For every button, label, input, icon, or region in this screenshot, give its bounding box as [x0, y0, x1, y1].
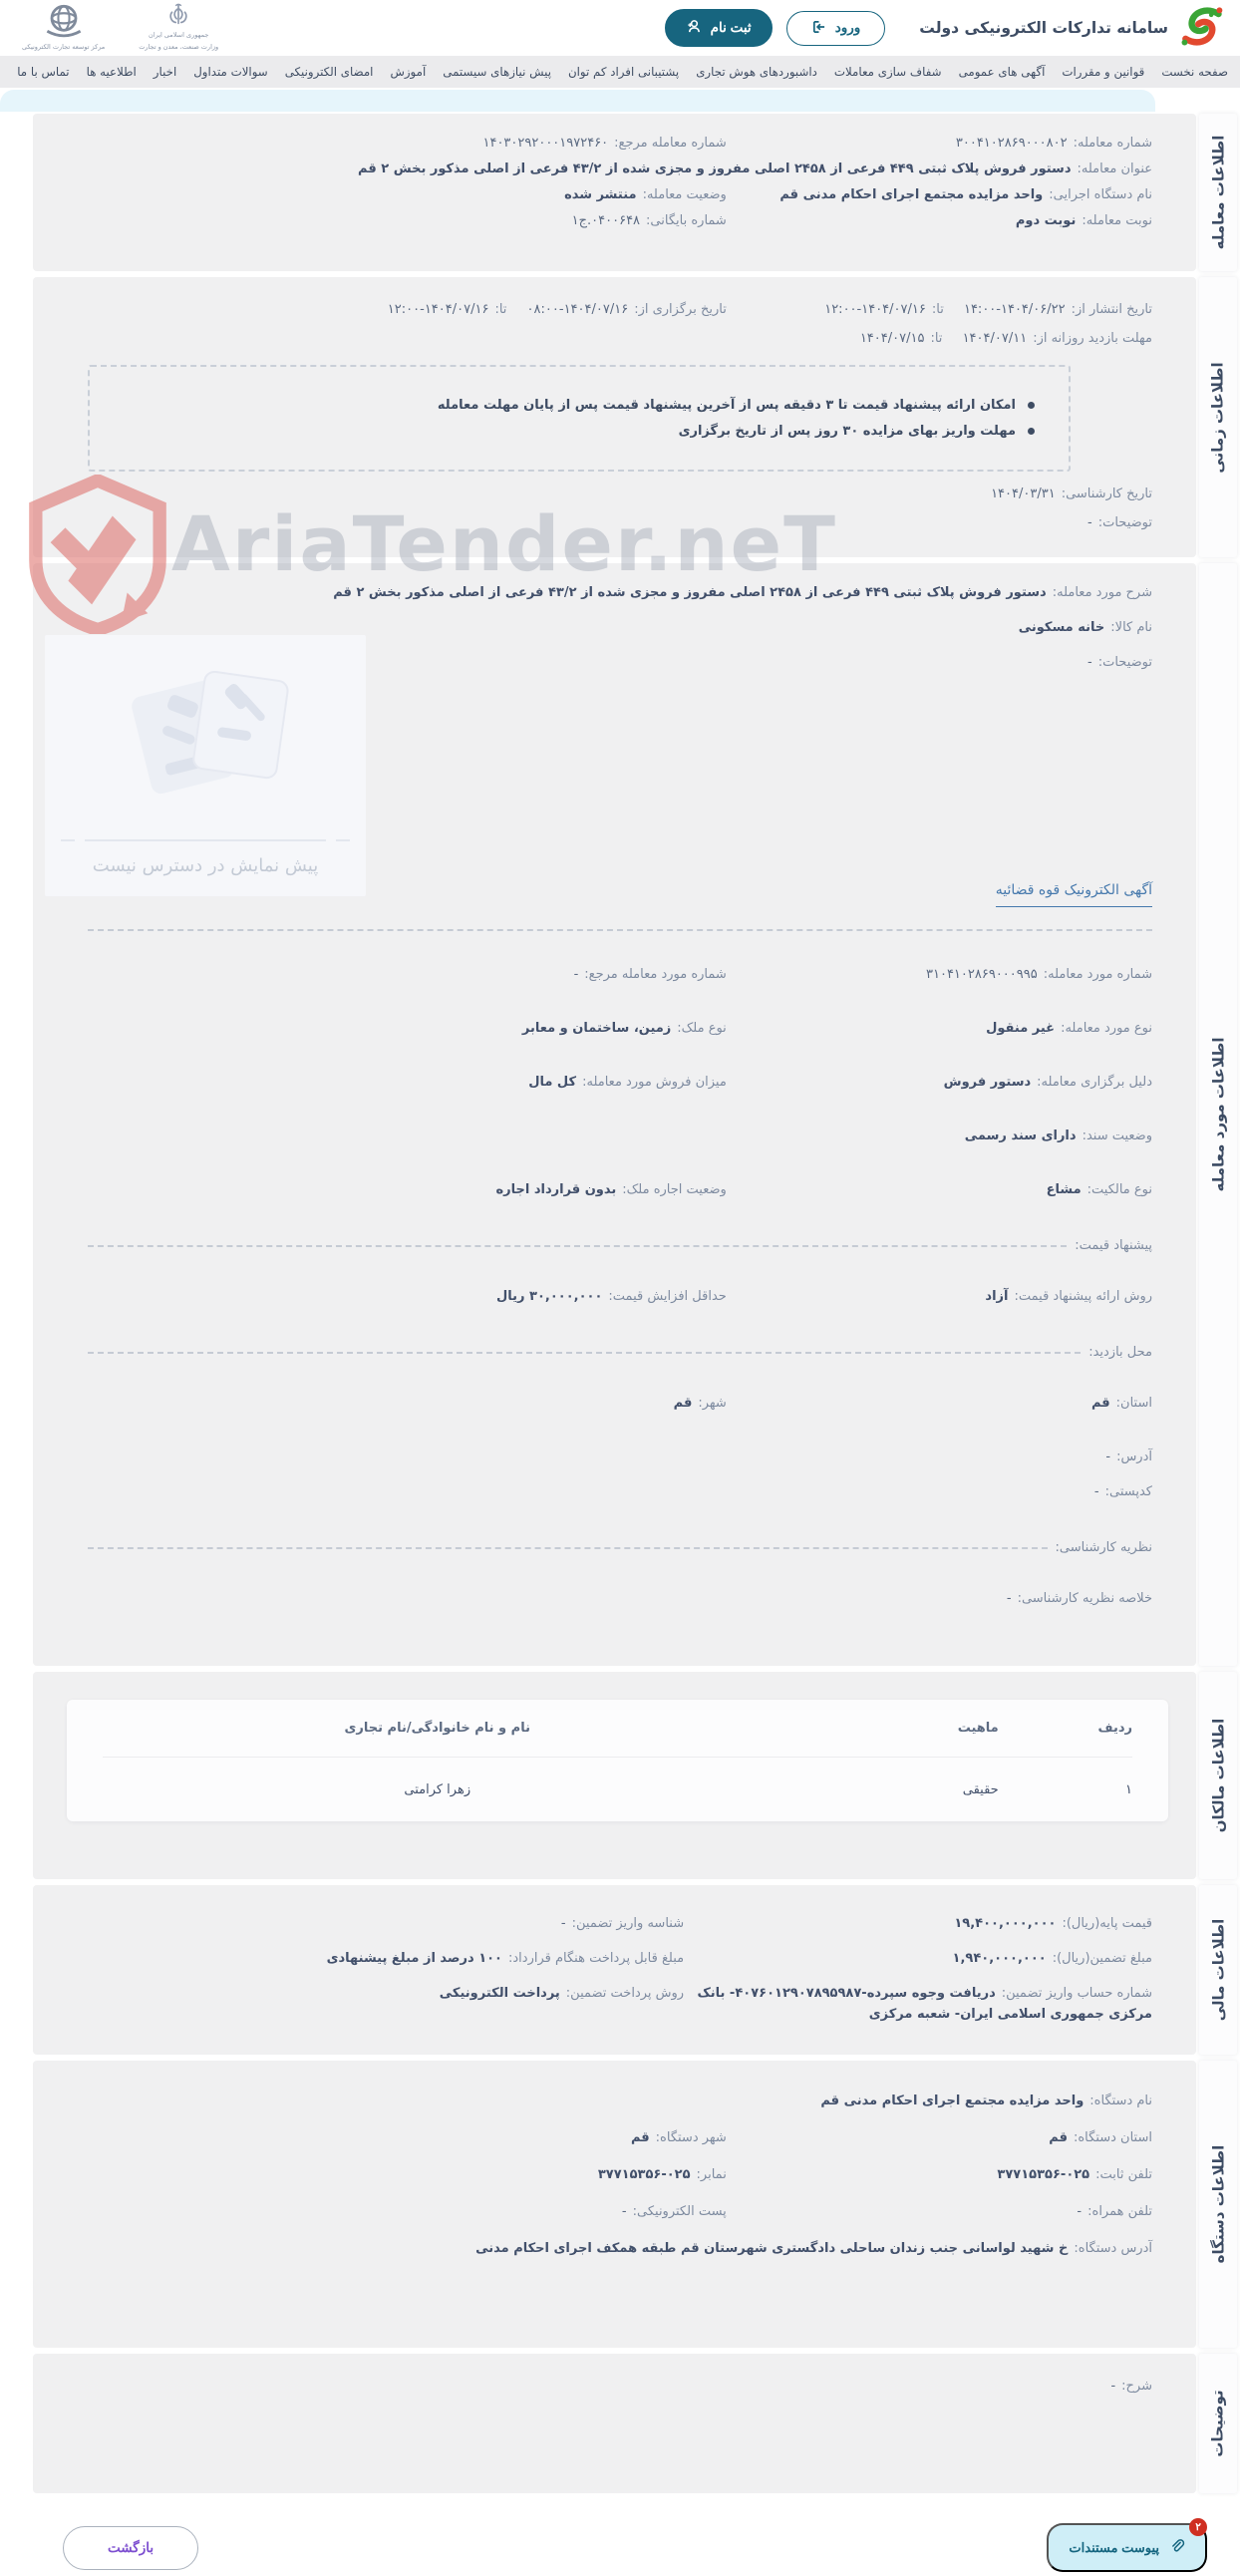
item-notes-value: - — [1087, 655, 1092, 670]
min-increase-value: ۳۰,۰۰۰,۰۰۰ ریال — [495, 1289, 603, 1304]
price-method-field — [727, 1286, 1152, 1307]
item-number-label: شماره مورد معامله: — [1043, 967, 1152, 982]
section-timing-info — [33, 277, 1237, 557]
guarantee-account-field — [684, 1983, 1152, 2025]
reason-value: دستور فروش — [943, 1075, 1032, 1090]
col-entity-type: ماهیت — [957, 1721, 999, 1736]
expert-date-field — [88, 483, 1152, 504]
payable-amount-field — [88, 1948, 684, 1969]
address-label: آدرس: — [1116, 1449, 1152, 1464]
financial-card — [33, 1885, 1196, 2055]
iran-emblem-icon — [165, 3, 191, 29]
portion-label: میزان فروش مورد معامله: — [582, 1075, 727, 1090]
price-proposal-heading — [88, 1238, 1152, 1253]
org-email-label: پست الکترونیکی: — [632, 2204, 727, 2219]
rent-status-field — [88, 1179, 727, 1200]
deal-subject-value: دستور فروش پلاک ثبتی ۴۴۹ فرعی از ۲۴۵۸ اصلی مفروز و مجزی شده از ۴۳/۲ فرعی از اصلی مذکور بخش ۲ قم — [358, 161, 1072, 176]
rent-status-label: وضعیت اجاره ملک: — [622, 1182, 727, 1197]
publish-dates-field — [727, 299, 1152, 320]
section-title-text: اطلاعات مالی — [1209, 1918, 1227, 2022]
nav-item[interactable]: تماس با ما — [17, 65, 70, 79]
org-phone-field — [727, 2164, 1152, 2185]
deal-number-value: ۳۰۰۴۱۰۲۸۶۹۰۰۰۸۰۲ — [955, 136, 1068, 151]
preview-unavailable-text: پیش نمایش در دسترس نیست — [92, 855, 319, 876]
min-increase-field — [88, 1286, 727, 1307]
org-city-field — [88, 2127, 727, 2148]
owner-entity-type: حقیقی — [962, 1781, 999, 1797]
held-from-label: تاریخ برگزاری از: — [634, 302, 727, 317]
owner-row-number: ۱ — [1125, 1781, 1132, 1797]
item-number-field — [727, 964, 1152, 985]
item-ref-field — [88, 964, 727, 985]
timing-desc-field — [88, 512, 1152, 533]
section-deal-title — [1199, 114, 1237, 271]
item-card — [33, 563, 1196, 1666]
org-name-value: واحد مزایده مجتمع اجرای احکام مدنی قم — [820, 2093, 1085, 2108]
address-value: - — [1105, 1449, 1111, 1464]
bullet-icon — [1028, 402, 1035, 409]
deal-archive-field — [88, 210, 727, 231]
paperclip-icon — [1169, 2538, 1185, 2557]
price-method-value: آزاد — [985, 1289, 1009, 1304]
payable-amount-label: مبلغ قابل پرداخت هنگام قرارداد: — [508, 1951, 685, 1966]
deal-subject-label: عنوان معامله: — [1077, 161, 1152, 176]
estate-type-field — [88, 1018, 727, 1039]
guarantee-amount-label: مبلغ تضمین(ریال): — [1052, 1951, 1152, 1966]
org-city-value: قم — [630, 2130, 650, 2145]
guarantee-account-value: دریافت وجوه سپرده-۴۰۷۶۰۱۲۹۰۷۸۹۵۹۸۷- بانک مرکزی جمهوری اسلامی ایران- شعبه مرکزی — [697, 1986, 1152, 2022]
deed-status-label: وضعیت سند: — [1082, 1128, 1152, 1143]
base-price-label: قیمت پایه(ریال): — [1062, 1916, 1152, 1931]
deposit-id-field — [88, 1913, 684, 1934]
pay-method-label: روش پرداخت تضمین: — [565, 1986, 685, 2001]
item-goods-label: نام کالا: — [1110, 620, 1152, 635]
item-type-label: نوع مورد معامله: — [1061, 1021, 1152, 1036]
nav-item[interactable]: آموزش — [390, 65, 427, 79]
nav-item[interactable]: اطلاعیه ها — [86, 65, 137, 79]
footer-actions — [33, 2499, 1237, 2572]
section-item-info — [33, 563, 1237, 1666]
org-province-value: قم — [1049, 2130, 1068, 2145]
nav-item[interactable]: امضای الکترونیکی — [284, 65, 374, 79]
deal-archive-label: شماره بایگانی: — [646, 213, 727, 228]
auction-notice-box — [88, 365, 1071, 472]
deal-exec-field — [727, 184, 1152, 205]
organization-card — [33, 2061, 1196, 2348]
guarantee-account-label: شماره حساب واریز تضمین: — [1001, 1986, 1152, 2001]
visit-deadline-field — [88, 328, 1152, 349]
item-type-field — [727, 1018, 1152, 1039]
section-title-text: اطلاعات زمانی — [1208, 361, 1227, 474]
timing-desc-label: توضیحات: — [1097, 515, 1152, 530]
item-goods-value: خانه مسکونی — [1018, 620, 1105, 635]
deal-number-label: شماره معامله: — [1073, 136, 1152, 151]
owners-card — [33, 1672, 1196, 1879]
section-title-text: اطلاعات مالکان — [1208, 1718, 1227, 1833]
app-title: سامانه تدارکات الکترونیکی دولت — [919, 19, 1168, 37]
judiciary-notice-link[interactable]: آگهی الکترونیک قوه قضائیه — [996, 882, 1152, 907]
held-from-value: ۱۴۰۴/۰۷/۱۶-۰۸:۰۰ — [526, 302, 629, 317]
gov-caption-1: جمهوری اسلامی ایران — [149, 31, 209, 40]
org-fax-field — [88, 2164, 727, 2185]
col-owner-name: نام و نام خانوادگی/نام تجاری — [344, 1721, 530, 1736]
deal-round-value: نوبت دوم — [1015, 213, 1077, 228]
deal-archive-value: ۰۴۰۰۶۴۸.ج۱ — [571, 213, 641, 228]
setad-logo-icon — [1178, 5, 1224, 51]
remarks-desc-field — [88, 2376, 1152, 2397]
section-organization-info — [33, 2061, 1237, 2348]
to-label: تا: — [931, 302, 944, 317]
ecdc-logo — [22, 3, 105, 53]
item-notes-label: توضیحات: — [1097, 655, 1152, 670]
visit-location-heading — [88, 1345, 1152, 1360]
org-email-field — [88, 2201, 727, 2222]
section-financial-info — [33, 1885, 1237, 2055]
nav-item[interactable]: اخبار — [153, 65, 177, 79]
section-organization-title — [1199, 2061, 1237, 2348]
gavel-illustration-icon — [45, 635, 366, 839]
postal-code-field — [88, 1481, 1152, 1502]
deal-ref-label: شماره معامله مرجع: — [614, 136, 727, 151]
section-financial-title — [1199, 1885, 1237, 2055]
org-email-value: - — [621, 2204, 627, 2219]
ownership-type-field — [727, 1179, 1152, 1200]
nav-item[interactable]: آگهی های عمومی — [958, 65, 1046, 79]
org-city-label: شهر دستگاه: — [655, 2130, 727, 2145]
payable-amount-value: ۱۰۰ درصد از مبلغ پیشنهادی — [326, 1951, 502, 1966]
owners-table-header — [103, 1700, 1132, 1758]
owner-name: زهرا کرامتی — [404, 1781, 471, 1797]
bullet-icon — [1028, 428, 1035, 435]
section-owners-title — [1199, 1672, 1237, 1879]
auth-buttons — [665, 9, 886, 47]
page-content — [0, 112, 1240, 2572]
main-nav — [0, 56, 1240, 88]
dashed-separator — [88, 929, 1152, 931]
section-remarks — [33, 2354, 1237, 2493]
deed-status-field — [88, 1126, 1152, 1146]
org-fax-label: نمابر: — [696, 2167, 727, 2182]
notice-text: امکان ارائه پیشنهاد قیمت تا ۳ دقیقه پس از آخرین پیشنهاد قیمت پس از پایان مهلت معامله — [437, 398, 1016, 413]
section-title-text: اطلاعات دستگاه — [1209, 2144, 1227, 2264]
visit-from-value: ۱۴۰۴/۰۷/۱۱ — [962, 331, 1028, 346]
to-label: تا: — [494, 302, 507, 317]
expert-heading-text: نظریه کارشناسی: — [1055, 1540, 1152, 1555]
deed-status-value: دارای سند رسمی — [964, 1128, 1077, 1143]
org-phone-value: ۰۲۵-۳۷۷۱۵۳۵۶ — [997, 2167, 1090, 2182]
timing-desc-value: - — [1087, 515, 1092, 530]
visit-from-label: مهلت بازدید روزانه از: — [1033, 331, 1152, 346]
held-to-value: ۱۴۰۴/۰۷/۱۶-۱۲:۰۰ — [387, 302, 489, 317]
register-button[interactable] — [665, 9, 773, 47]
government-emblem-logo — [139, 3, 218, 53]
item-ref-label: شماره مورد معامله مرجع: — [584, 967, 727, 982]
province-field — [727, 1393, 1152, 1414]
postal-code-value: - — [1093, 1484, 1099, 1499]
watermark-text: AriaTender.neT — [171, 499, 837, 588]
back-button[interactable]: بازگشت — [63, 2526, 198, 2570]
org-address-value: خ شهید لواسانی جنب زندان ساحلی دادگستری شهرستان قم طبقه همکف اجرای احکام مدنی — [475, 2241, 1069, 2256]
guarantee-amount-value: ۱,۹۴۰,۰۰۰,۰۰۰ — [952, 1951, 1047, 1966]
col-row-number: ردیف — [1097, 1721, 1132, 1736]
item-type-value: غیر منقول — [986, 1021, 1056, 1036]
guarantee-amount-field — [684, 1948, 1152, 1969]
publish-from-label: تاریخ انتشار از: — [1071, 302, 1152, 317]
nav-item[interactable]: صفحه نخست — [1161, 65, 1228, 79]
timing-card — [33, 277, 1196, 557]
deal-ref-field — [88, 133, 727, 154]
held-dates-field — [88, 299, 727, 320]
to-label: تا: — [930, 331, 943, 346]
deal-number-field — [727, 133, 1152, 154]
remarks-desc-value: - — [1110, 2379, 1116, 2394]
section-title-text: توضیحات — [1208, 2390, 1227, 2457]
section-title-text: اطلاعات معامله — [1208, 135, 1227, 250]
deal-ref-value: ۱۴۰۳۰۲۹۲۰۰۰۱۹۷۲۴۶۰ — [482, 136, 609, 151]
province-value: قم — [1090, 1396, 1110, 1411]
login-label: ورود — [834, 20, 861, 35]
province-label: استان: — [1115, 1396, 1152, 1411]
expert-date-value: ۱۴۰۴/۰۳/۳۱ — [991, 486, 1056, 501]
pay-method-value: پرداخت الکترونیکی — [439, 1986, 560, 2001]
org-address-label: آدرس دستگاه: — [1074, 2241, 1152, 2256]
login-button[interactable] — [786, 11, 886, 46]
section-item-title — [1199, 563, 1237, 1666]
section-deal-info — [33, 114, 1237, 271]
base-price-field — [684, 1913, 1152, 1934]
login-arrow-icon — [811, 20, 826, 37]
visit-heading-text: محل بازدید: — [1088, 1345, 1152, 1360]
ownership-type-label: نوع مالکیت: — [1086, 1182, 1152, 1197]
deal-status-field — [88, 184, 727, 205]
org-phone-label: تلفن ثابت: — [1095, 2167, 1152, 2182]
city-label: شهر: — [698, 1396, 727, 1411]
deal-status-label: وضعیت معامله: — [642, 187, 727, 202]
expert-opinion-heading — [88, 1540, 1152, 1555]
ecdc-caption: مرکز توسعه تجارت الکترونیکی — [22, 43, 106, 52]
pay-method-field — [88, 1983, 684, 2025]
section-owners-info — [33, 1672, 1237, 1879]
visit-to-value: ۱۴۰۴/۰۷/۱۵ — [859, 331, 925, 346]
nav-item[interactable]: قوانین و مقررات — [1062, 65, 1145, 79]
partner-logos — [16, 3, 218, 53]
org-fax-value: ۰۲۵-۳۷۷۱۵۳۵۶ — [597, 2167, 691, 2182]
notice-item — [124, 398, 1035, 413]
publish-from-value: ۱۴۰۴/۰۶/۲۲-۱۴:۰۰ — [963, 302, 1066, 317]
ownership-type-value: مشاع — [1046, 1182, 1082, 1197]
postal-code-label: کدپستی: — [1104, 1484, 1152, 1499]
item-desc-field — [88, 582, 1152, 603]
item-number-value: ۳۱۰۴۱۰۲۸۶۹۰۰۰۹۹۵ — [926, 967, 1038, 982]
org-address-field — [88, 2238, 1152, 2259]
deal-round-field — [727, 210, 1152, 231]
publish-to-value: ۱۴۰۴/۰۷/۱۶-۱۲:۰۰ — [824, 302, 926, 317]
notice-item — [124, 424, 1035, 439]
base-price-value: ۱۹,۴۰۰,۰۰۰,۰۰۰ — [954, 1916, 1057, 1931]
deposit-id-value: - — [560, 1916, 566, 1931]
org-mobile-label: تلفن همراه: — [1087, 2204, 1152, 2219]
header — [0, 0, 1240, 56]
nav-item[interactable]: پیش نیازهای سیستمی — [443, 65, 551, 79]
city-field — [88, 1393, 727, 1414]
attach-documents-label: پیوست مستندات — [1069, 2539, 1159, 2555]
nav-item[interactable]: شفاف سازی معاملات — [833, 65, 942, 79]
city-value: قم — [673, 1396, 693, 1411]
deposit-id-label: شناسه واریز تضمین: — [571, 1916, 685, 1931]
section-title-text: اطلاعات مورد معامله — [1208, 1037, 1227, 1192]
min-increase-label: حداقل افزایش قیمت: — [608, 1289, 727, 1304]
section-remarks-title — [1199, 2354, 1237, 2493]
org-mobile-value: - — [1077, 2204, 1083, 2219]
remarks-card — [33, 2354, 1196, 2493]
deal-subject-field — [88, 159, 1152, 179]
content-top-strip — [0, 90, 1155, 112]
deal-exec-label: نام دستگاه اجرایی: — [1049, 187, 1152, 202]
item-image-preview — [45, 635, 366, 896]
deal-round-label: نوبت معامله: — [1082, 213, 1152, 228]
notice-text: مهلت واریز بهای مزایده ۳۰ روز پس از تاریخ برگزاری — [678, 424, 1016, 439]
attachment-count-badge: ۲ — [1189, 2518, 1207, 2536]
remarks-desc-label: شرح: — [1121, 2379, 1152, 2394]
owners-table — [67, 1700, 1168, 1821]
register-label: ثبت نام — [710, 20, 752, 35]
deal-card — [33, 114, 1196, 271]
deal-exec-value: واحد مزایده مجتمع اجرای احکام مدنی قم — [779, 187, 1044, 202]
estate-type-label: نوع ملک: — [677, 1021, 727, 1036]
brand — [919, 5, 1224, 51]
item-desc-value: دستور فروش پلاک ثبتی ۴۴۹ فرعی از ۲۴۵۸ اصلی مفروز و مجزی شده از ۴۳/۲ فرعی از اصلی مذکور بخش ۲ قم — [333, 585, 1047, 600]
portion-value: کل مال — [528, 1075, 577, 1090]
owners-table-row — [103, 1758, 1132, 1821]
org-province-field — [727, 2127, 1152, 2148]
expert-summary-value: - — [1006, 1591, 1012, 1606]
org-name-label: نام دستگاه: — [1089, 2093, 1152, 2108]
price-heading-text: پیشنهاد قیمت: — [1075, 1238, 1152, 1253]
attach-documents-button[interactable] — [1047, 2523, 1207, 2572]
item-ref-value: - — [573, 967, 579, 982]
deal-status-value: منتشر شده — [564, 187, 637, 202]
gov-caption-2: وزارت صنعت، معدن و تجارت — [139, 42, 219, 51]
nav-item[interactable]: سوالات متداول — [193, 65, 268, 79]
reason-label: دلیل برگزاری معامله: — [1037, 1075, 1152, 1090]
org-name-field — [88, 2091, 1152, 2111]
nav-item[interactable]: داشبوردهای هوش تجاری — [696, 65, 817, 79]
org-province-label: استان دستگاه: — [1073, 2130, 1152, 2145]
rent-status-value: بدون قرارداد اجاره — [495, 1182, 617, 1197]
item-desc-label: شرح مورد معامله: — [1052, 585, 1152, 600]
reason-field — [727, 1072, 1152, 1093]
portion-field — [88, 1072, 727, 1093]
section-timing-title — [1199, 277, 1237, 557]
estate-type-value: زمین، ساختمان و معابر — [521, 1021, 672, 1036]
price-method-label: روش ارائه پیشنهاد قیمت: — [1014, 1289, 1152, 1304]
expert-summary-label: خلاصه نظریه کارشناسی: — [1017, 1591, 1152, 1606]
expert-summary-field — [88, 1588, 1152, 1609]
nav-item[interactable]: پشتیبانی افراد کم توان — [567, 65, 680, 79]
globe-icon — [40, 3, 88, 41]
address-field — [88, 1447, 1152, 1467]
person-plus-icon — [686, 19, 702, 37]
org-mobile-field — [727, 2201, 1152, 2222]
expert-date-label: تاریخ کارشناسی: — [1061, 486, 1152, 501]
